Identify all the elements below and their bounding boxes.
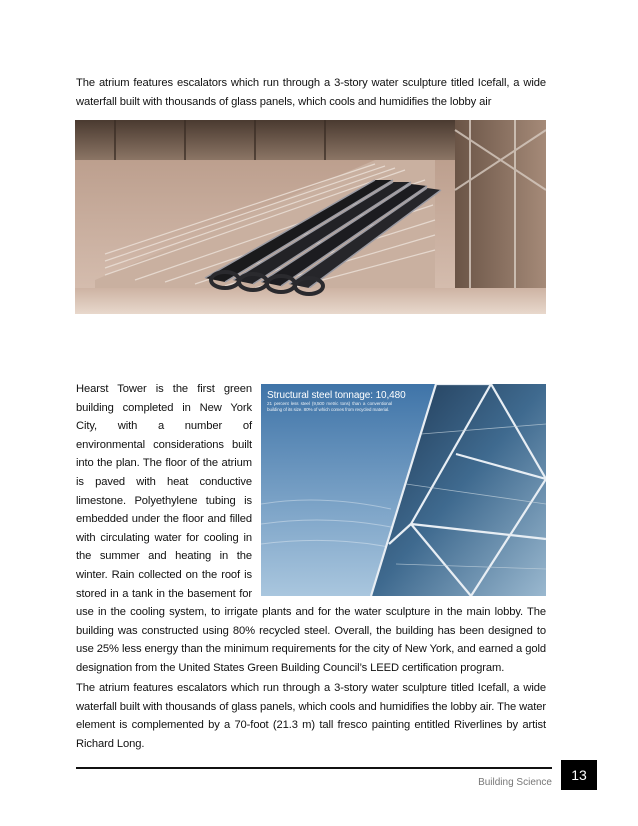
- tonnage-title: Structural steel tonnage: 10,480: [267, 390, 406, 401]
- footer-rule: [76, 767, 552, 769]
- escalator-photo: [75, 120, 546, 314]
- tower-facade-illustration: [261, 384, 546, 596]
- atrium-escalator-illustration: [75, 120, 546, 314]
- footer-label: Building Science: [478, 777, 552, 788]
- page-number: 13: [561, 760, 597, 790]
- tonnage-description: 21 percent less steel (9,500 metric tons) than a conventional building of its size. 80% of which comes from recycled material.: [267, 401, 392, 412]
- atrium-paragraph: The atrium features escalators which run through a 3-story water sculpture titled Icefall, a wide waterfall built with thousands of glass panels, which cools and humidifies the lobby air. The water element is complemented by a 70-foot (21.3 m) tall fresco painting entitled Riverlines by artist Richard Long.: [76, 682, 546, 750]
- figure-caption: The atrium features escalators which run through a 3-story water sculpture titled Icefall, a wide waterfall built with thousands of glass panels, which cools and humidifies the lobby air: [76, 77, 546, 108]
- hearst-paragraph: Hearst Tower is the first green building completed in New York City, with a number of environmental considerations built into the plan. The floor of the atrium is paved with heat conductive limestone. Polyethylene tubing is embedded under the floor and filled with circulating water for cooling in the summer and heating in the winter. Rain collected on the roof is stored in a tank in the basement for use in the cooling system, to irrigate plants and for the water sculpture in the main lobby. The building was constructed using 80% recycled steel. Overall, the building has been designed to use 25% less energy than the minimum requirements for the city of New York, and earned a gold designation from the United States Green Building Council’s LEED certification program.: [76, 383, 546, 674]
- hearst-tower-photo: [261, 384, 546, 596]
- hearst-tower-section: [76, 380, 546, 678]
